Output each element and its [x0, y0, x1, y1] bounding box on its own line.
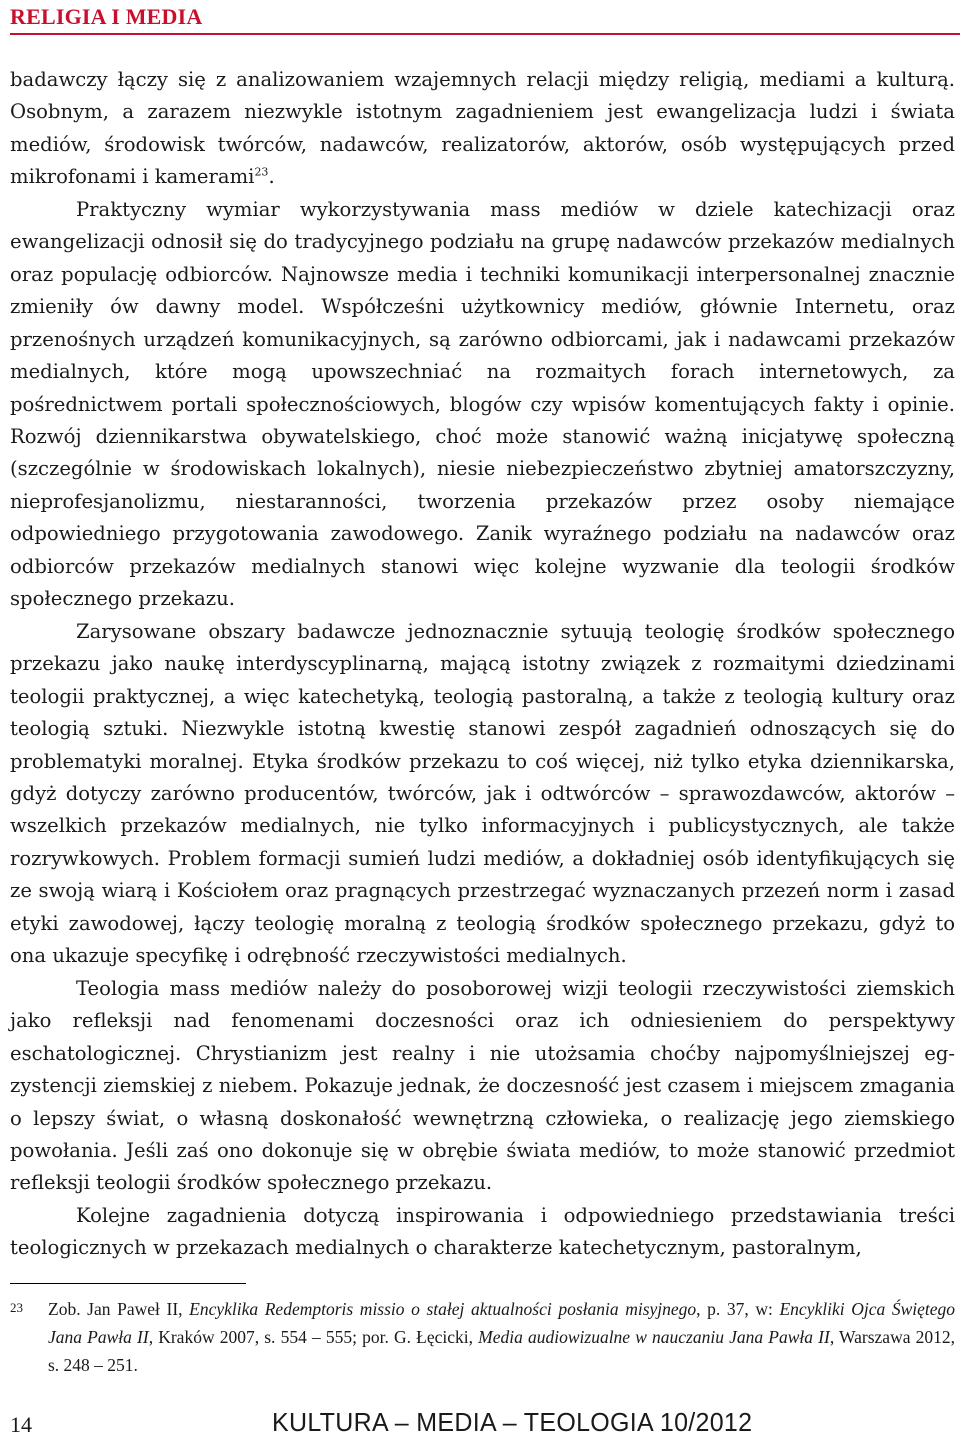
paragraph-1-text: badawczy łączy się z analizowaniem wzajemnych relacji między religią, mediami a kulturą. Osobnym, a zarazem niezwykle istotnym zagadnieniem jest ewangelizacja ludzi i świata mediów, środowisk twórców, nadawców, realizatorów, aktorów, osób występujących przed mikrofonami i kamerami — [10, 68, 955, 189]
header-rule — [10, 33, 960, 35]
page-number: 14 — [10, 1412, 32, 1437]
footnote-separator — [10, 1283, 246, 1284]
footnote-segment: , p. 37, w: — [696, 1299, 780, 1319]
footnote-segment: , Kraków 2007, s. 554 – 555; por. G. Łęcicki, — [148, 1327, 479, 1347]
footnote-23 — [10, 1295, 955, 1379]
running-header: RELIGIA I MEDIA — [10, 4, 203, 29]
footnote-title-encyclicals: Encykliki Ojca Świętego Jana Pawła II — [48, 1299, 955, 1347]
footnote-segment: Zob. Jan Paweł II, — [48, 1299, 190, 1319]
journal-title: KULTURA – MEDIA – TEOLOGIA 10/2012 — [272, 1408, 753, 1438]
paragraph-4: Teologia mass mediów należy do posoborowej wizji teologii rzeczywistości ziemskich jako refleksji nad fenomenami doczesności oraz ich odniesieniem do perspektywy eschatologicznej. Chrystianizm jest realny i nie utożsamia choćby najpomyślniejszej egzystencji ziemskiej z niebem. Pokazuje jednak, że doczesność jest czasem i miejscem zmagania o lepszy świat, o własną doskonałość wewnętrzną człowieka, o realizację jego ziemskiego powołania. Jeśli zaś ono dokonuje się w obrębie świata mediów, to może stanowić przedmiot refleksji teologii środków społecznego przekazu. — [10, 976, 955, 1195]
footnote-segment: , Warszawa 2012, s. 248 – 251. — [48, 1327, 955, 1375]
page-footer — [10, 1408, 955, 1442]
paragraph-2: Praktyczny wymiar wykorzystywania mass mediów w dziele katechizacji oraz ewangelizacji odnosił się do tradycyjnego podziału na grupę nadawców przekazów medialnych oraz populację odbiorców. Najnowsze media i techniki komunikacji interpersonalnej znacznie zmieniły ów dawny model. Współcześni użytkownicy mediów, głównie Internetu, oraz przenośnych urządzeń komunikacyjnych, są zarówno odbiorcami, jak i nadawcami przekazów medialnych, które mogą upowszechniać na rozmaitych forach internetowych, za pośrednictwem portali społecznościowych, blogów czy wpisów komentujących fakty i opinie. Rozwój dziennikarstwa obywatelskiego, choć może stanowić ważną inicjatywę społeczną (szczególnie w środowiskach lokalnych), niesie niebezpieczeństwo zbytniej amatorszczyzny, nieprofesjanolizmu, niestaranności, tworzenia przekazów przez osoby niemające odpowiedniego przygotowania zawodowego. Zanik wyraźnego podziału na nadawców oraz odbiorców przekazów medialnych stanowi więc kolejne wyzwanie dla teologii środków społecznego przekazu. — [10, 197, 955, 611]
footnote-text — [48, 1295, 955, 1379]
footnote-number: 23 — [10, 1300, 23, 1315]
paragraph-3: Zarysowane obszary badawcze jednoznacznie sytuują teologię środków społecznego przekazu jako naukę interdyscyplinarną, mającą istotny związek z rozmaitymi dziedzinami teologii praktycznej, a więc katechetyką, teologią pastoralną, a także z teologią kultury oraz teologią sztuki. Niezwykle istotną kwestię stanowi zespół zagadnień odnoszących się do problematyki moralnej. Etyka środków przekazu to coś więcej, niż tylko etyka dziennikarska, gdyż dotyczy zarówno producentów, twórców, jak i odtwórców – sprawozdawców, aktorów – wszelkich przekazów medialnych, nie tylko informacyjnych i publicystycznych, ale także rozrywkowych. Problem formacji sumień ludzi mediów, a dokładniej osób identyfikujących się ze swoją wiarą i Kościołem oraz pragnących przestrzegać wyznaczanych przezeń norm i zasad etyki zawodowej, łączy teologię moralną z teologią środków społecznego przekazu, gdyż to ona ukazuje specyfikę i odrębność rzeczywistości medialnych. — [10, 619, 955, 968]
paragraph-5: Kolejne zagadnienia dotyczą inspirowania i odpowiedniego przedstawiania treści teologicznych w przekazach medialnych o charakterze katechetycznym, pastoralnym, — [10, 1203, 955, 1260]
footnote-title-media: Media audiowizualne w nauczaniu Jana Pawła II — [478, 1327, 830, 1347]
article-body — [10, 64, 955, 1265]
paragraph-1-end: . — [268, 165, 275, 189]
footnote-ref-23[interactable]: 23 — [254, 165, 269, 179]
footnote-title-encyclical: Encyklika Redemptoris missio o stałej aktualności posłania misyjnego — [189, 1299, 697, 1319]
paragraph-1 — [10, 64, 955, 194]
